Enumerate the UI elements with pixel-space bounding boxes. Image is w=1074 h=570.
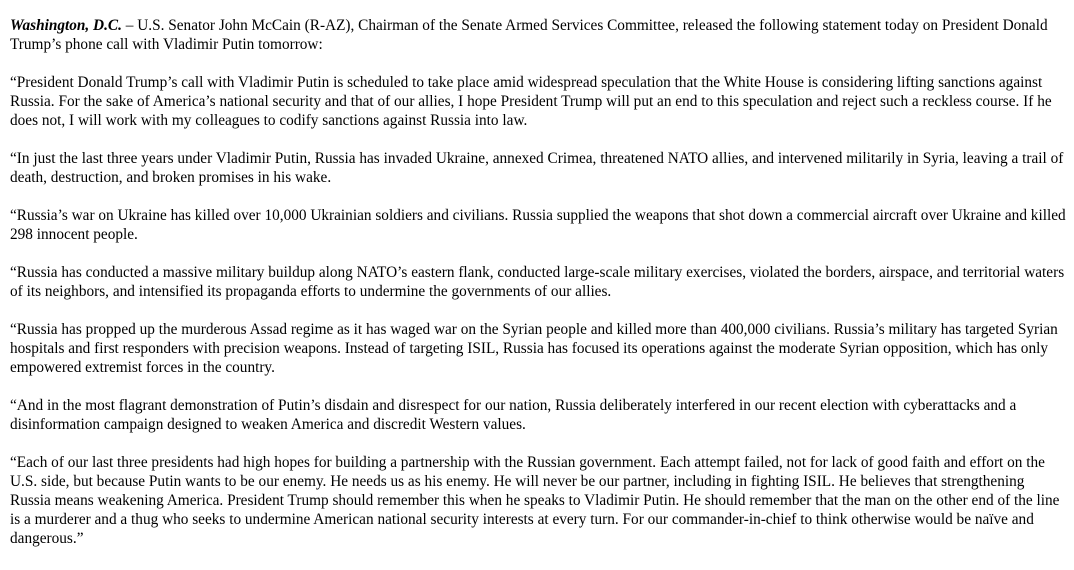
dateline: Washington, D.C.: [10, 17, 122, 34]
quote-paragraph-5: “Russia has propped up the murderous Assad regime as it has waged war on the Syrian people and killed more than 400,000 civilians. Russia’s military has targeted Syrian hospitals and first responders with precision weapons. Instead of targeting ISIL, Russia has focused its operations against the moderate Syrian opposition, which has only empowered extremist forces in the country.: [10, 321, 1058, 376]
quote-paragraph-6: “And in the most flagrant demonstration of Putin’s disdain and disrespect for our nation, Russia deliberately interfered in our recent election with cyberattacks and a disinformation campaign designed to weaken America and discredit Western values.: [10, 397, 1017, 433]
quote-paragraph-7: “Each of our last three presidents had high hopes for building a partnership with the Russian government. Each attempt failed, not for lack of good faith and effort on the U.S. side, but because Putin wants to be our enemy. He needs us as his enemy. He will never be our partner, including in fighting ISIL. He believes that strengthening Russia means weakening America. President Trump should remember this when he speaks to Vladimir Putin. He should remember that the man on the other end of the line is a murderer and a thug who seeks to undermine American national security interests at every turn. For our commander-in-chief to think otherwise would be naïve and dangerous.”: [10, 454, 1060, 547]
press-statement: [10, 16, 1068, 567]
quote-paragraph-2: “In just the last three years under Vladimir Putin, Russia has invaded Ukraine, annexed Crimea, threatened NATO allies, and intervened militarily in Syria, leaving a trail of death, destruction, and broken promises in his wake.: [10, 150, 1064, 186]
quote-paragraph-4: “Russia has conducted a massive military buildup along NATO’s eastern flank, conducted large-scale military exercises, violated the borders, airspace, and territorial waters of its neighbors, and intensified its propaganda efforts to undermine the governments of our allies.: [10, 264, 1065, 300]
quote-paragraph-3: “Russia’s war on Ukraine has killed over 10,000 Ukrainian soldiers and civilians. Russia supplied the weapons that shot down a commercial aircraft over Ukraine and killed 298 innocent people.: [10, 207, 1066, 243]
quote-paragraph-1: “President Donald Trump’s call with Vladimir Putin is scheduled to take place amid widespread speculation that the White House is considering lifting sanctions against Russia. For the sake of America’s national security and that of our allies, I hope President Trump will put an end to this speculation and reject such a reckless course. If he does not, I will work with my colleagues to codify sanctions against Russia into law.: [10, 74, 1052, 129]
lead-paragraph: [10, 16, 1068, 54]
lead-text: – U.S. Senator John McCain (R-AZ), Chairman of the Senate Armed Services Committee, released the following statement today on President Donald Trump’s phone call with Vladimir Putin tomorrow:: [10, 17, 1048, 53]
